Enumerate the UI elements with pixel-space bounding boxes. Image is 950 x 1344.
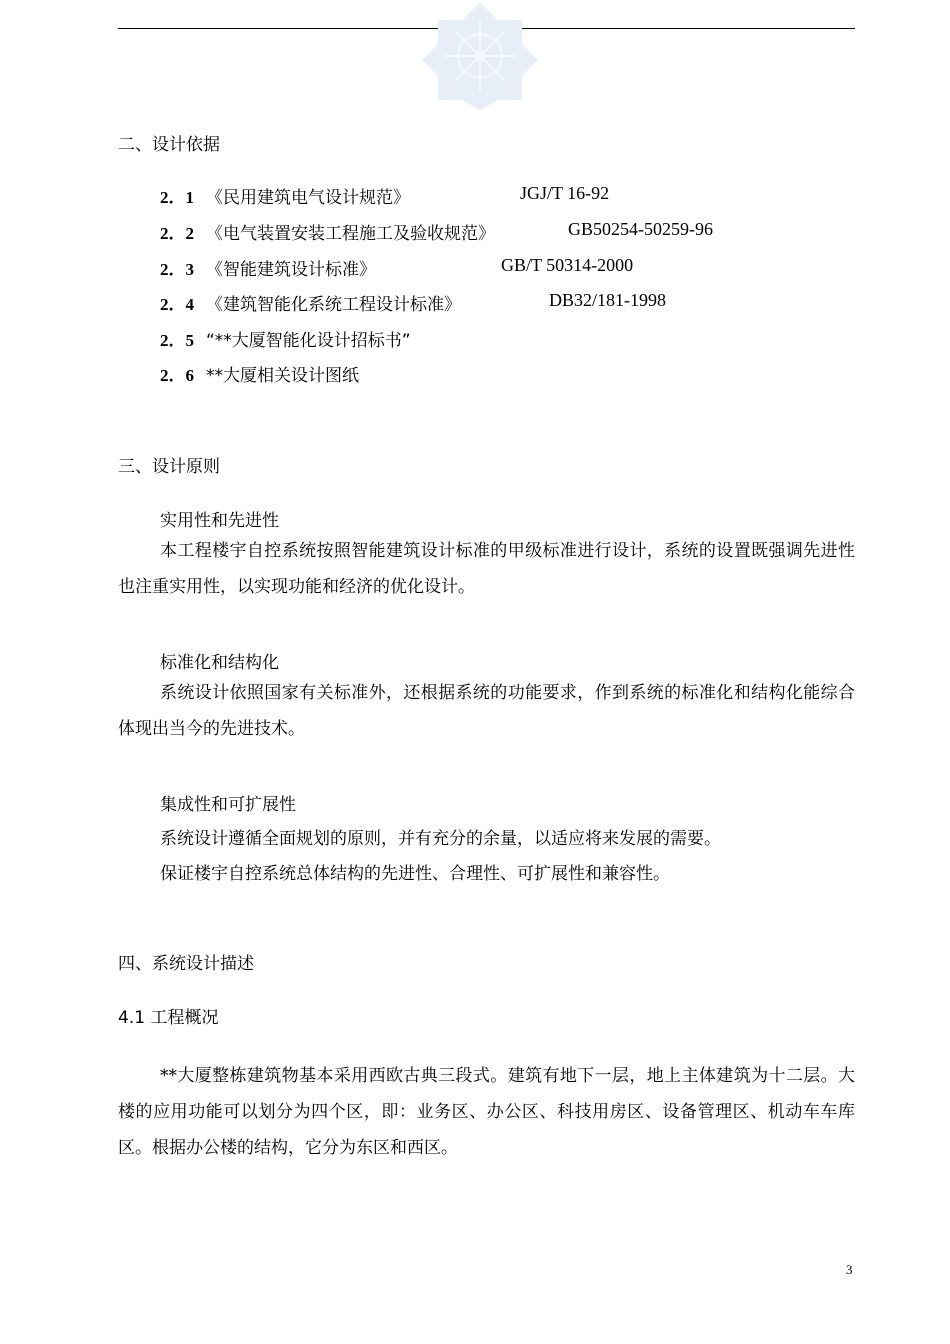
reference-title: 《民用建筑电气设计规范》 <box>206 188 410 208</box>
reference-title: 《建筑智能化系统工程设计标准》 <box>206 295 461 315</box>
reference-title: “**大厦智能化设计招标书” <box>206 331 411 351</box>
page-number: 3 <box>846 1262 853 1277</box>
reference-title: 《智能建筑设计标准》 <box>206 260 376 280</box>
reference-number: 2．1 <box>160 188 194 207</box>
reference-number: 2．6 <box>160 366 194 385</box>
principle-paragraph: 系统设计依照国家有关标准外，还根据系统的功能要求，作到系统的标准化和结构化能综合体现出当今的先进技术。 <box>118 683 855 739</box>
reference-item <box>160 326 850 350</box>
reference-code: JGJ/T 16-92 <box>520 183 610 203</box>
section-heading-system-design: 四、系统设计描述 <box>118 954 254 974</box>
reference-code: DB32/181-1998 <box>549 290 666 310</box>
reference-code: GB/T 50314-2000 <box>501 255 634 275</box>
principle-line: 系统设计遵循全面规划的原则，并有充分的余量，以适应将来发展的需要。 <box>160 829 721 849</box>
principle-paragraph: 本工程楼宇自控系统按照智能建筑设计标准的甲级标准进行设计，系统的设置既强调先进性也注重实用性，以实现功能和经济的优化设计。 <box>118 541 855 597</box>
overview-paragraph: **大厦整栋建筑物基本采用西欧古典三段式。建筑有地下一层，地上主体建筑为十二层。大楼的应用功能可以划分为四个区，即：业务区、办公区、科技用房区、设备管理区、机动车车库区。根据办公楼的结构，它分为东区和西区。 <box>118 1066 855 1158</box>
principle-title: 集成性和可扩展性 <box>160 795 296 815</box>
principle-title: 标准化和结构化 <box>160 653 279 673</box>
reference-number: 2．5 <box>160 331 194 350</box>
reference-title: **大厦相关设计图纸 <box>206 366 359 386</box>
subsection-heading: 4.1 工程概况 <box>118 1008 219 1028</box>
reference-item <box>160 183 850 207</box>
reference-number: 2．2 <box>160 224 194 243</box>
principle-title: 实用性和先进性 <box>160 511 279 531</box>
reference-number: 2．3 <box>160 260 194 279</box>
reference-item <box>160 361 850 385</box>
reference-number: 2．4 <box>160 295 194 314</box>
reference-item <box>160 290 850 314</box>
reference-item <box>160 255 850 279</box>
reference-code: GB50254-50259-96 <box>568 219 713 239</box>
reference-title: 《电气装置安装工程施工及验收规范》 <box>206 224 495 244</box>
reference-item <box>160 219 850 243</box>
section-heading-principles: 三、设计原则 <box>118 457 220 477</box>
watermark-logo <box>420 0 540 110</box>
principle-line: 保证楼宇自控系统总体结构的先进性、合理性、可扩展性和兼容性。 <box>160 864 670 884</box>
section-heading-basis: 二、设计依据 <box>118 135 220 155</box>
